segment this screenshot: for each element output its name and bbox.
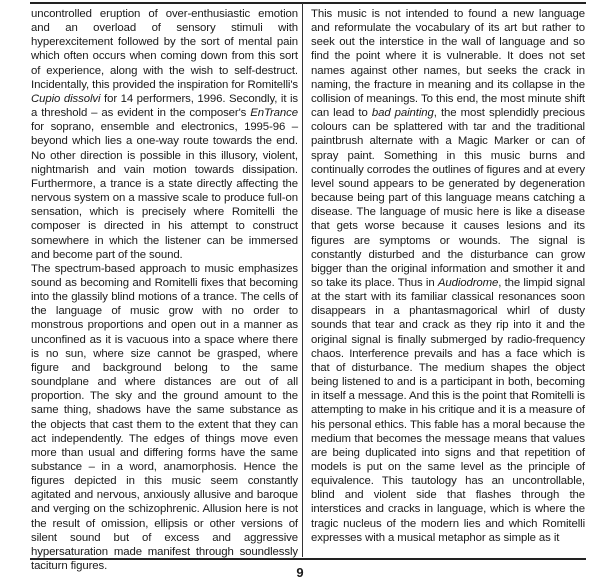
page-number: 9 [296,565,304,580]
paragraph [311,7,585,545]
paragraph [31,262,298,573]
top-rule [30,2,586,4]
italic-title: EnTrance [250,107,298,120]
right-column [311,7,585,545]
column-divider [302,3,303,557]
italic-title: Audiodrome [437,276,499,289]
bottom-rule [30,558,586,560]
left-column [31,7,298,573]
text-run: for 14 performers, 1996. Secondly, it is a threshold – as evident in the composer's [31,92,299,120]
paragraph [31,7,298,262]
italic-title: bad painting [371,107,434,120]
text-run: uncontrolled eruption of over-enthusiastic emotion and an overload of sensory stimuli with hyperexcitement followed by the sort of mental pain which often occurs when coming down from this sort of experience, along with the wish to self-destruct. Incidentally, this provided the inspiration for Romitelli's [31,8,298,91]
text-run: , the most splendidly precious colours can be splattered with tar and the traditional paintbrush alternate with a Magic Marker or can of spray paint. Something in this music burns and continually corrodes the outlines of figures and at every level sound appears to be generated by degeneration because being part of this language means catching a disease. The language of music here is like a disease that gets worse because it causes lesions and its figures are symptoms or wounds. The signal is constantly disturbed and the disturbance can grow bigger than the original information and smother it and so take its place. Thus in [311,107,585,289]
text-run: , the limpid signal at the start with its familiar classical resonances soon disappears in a phantasmagorical whirl of dusty sounds that tear and crack as they rip into it and the original signal is finally submerged by radio-frequency chaos. Interference prevails and has a face which is that of disturbance. The medium shapes the object being listened to and is a participant in both, becoming in itself a message. And this is the point that Romitelli is attempting to make in his critique and it is a measure of his personal ethics. This fable has a moral because the medium that becomes the message means that values are being duplicated into signs and that repetition of models is put on the same level as the principle of equivalence. This tautology has an uncontrollable, blind and violent side that flashes through the interstices and cracks in language, which is where the tragic nucleus of the modern lies and which Romitelli expresses with a musical metaphor as simple as it [311,276,586,544]
italic-title: Cupio dissolvi [31,92,101,105]
text-run: The spectrum-based approach to music emphasizes sound as becoming and Romitelli fixes that becoming into the glassily blind motions of a trance. The cells of the language of music grow with no order to monstrous proportions and open out in a manner as unconfined as it is vacuous into a space where there is no sun, where size cannot be grasped, where figure and background belong to the same soundplane and where distances are out of all proportion. The sky and the ground amount to the same thing, shadows have the same substance as the objects that cast them to the extent that they can act independently. The edges of things move even more than usual and differing forms have the same substance – in a word, anamorphosis. Hence the figures depicted in this music seem constantly agitated and nervous, anxiously allusive and baroque and verging on the schizophrenic. Allusion here is not the result of omission, ellipsis or other versions of silent sound but of excess and aggressive hypersaturation made manifest through soundlessly taciturn figures. [31,262,298,573]
text-run: for soprano, ensemble and electronics, 1995-96 – beyond which lies a one-way route towards the end. No other direction is possible in this illusory, violent, nightmarish and vain motion towards dissipation. Furthermore, a trance is a state directly affecting the nervous system on a massive scale to produce full-on sensation, which is precisely where Romitelli the composer is directed in his attempt to construct somewhere in which the listener can be immersed and become part of the sound. [31,121,298,261]
text-run: This music is not intended to found a new language and reformulate the vocabulary of its art but rather to seek out the interstice in the wall of language and so find the point where it is vulnerable. It does not set names against other names, but seeks the crack in naming, the fracture in meaning and its collapse in the collision of meanings. To this end, the most minute shift can lead to [311,8,585,120]
